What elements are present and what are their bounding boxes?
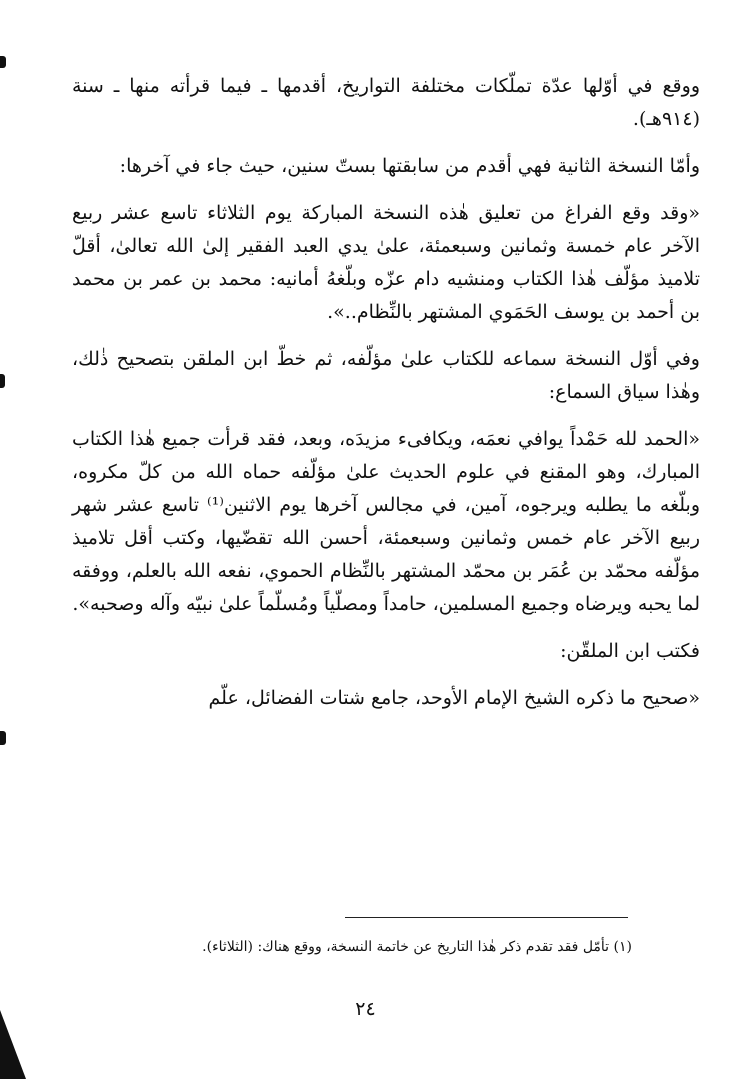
page-number: ٢٤: [355, 998, 376, 1020]
paragraph-ibn-mulaqqin-quote: «صحيح ما ذكره الشيخ الإمام الأوحد، جامع شتات الفضائل، علّم: [208, 687, 700, 709]
paragraph-ownership-notes: ووقع في أوّلها عدّة تملّكات مختلفة التواريخ، أقدمها ـ فيما قرأته منها ـ سنة (٩١٤هـ).: [72, 75, 700, 130]
scan-edge-mark: [0, 731, 6, 745]
scan-corner-shadow: [0, 1010, 26, 1079]
footnote-separator: [345, 917, 628, 918]
paragraph-colophon-quote: «وقد وقع الفراغ من تعليق هٰذه النسخة المباركة يوم الثلاثاء تاسع عشر ربيع الآخر عام خمسة وثمانين وسبعمئة، علىٰ يدي العبد الفقير إلىٰ الله تعالىٰ، أقلّ تلاميذ مؤلّف هٰذا الكتاب ومنشيه دام عزّه وبلّغهُ أمانيه: محمد بن عمر بن محمد بن أحمد بن يوسف الحَمَوي المشتهر بالنِّظام..».: [72, 202, 700, 323]
main-text: [72, 70, 700, 729]
paragraph-audition-intro: وفي أوّل النسخة سماعه للكتاب علىٰ مؤلّفه، ثم خطّ ابن الملقن بتصحيح ذٰلك، وهٰذا سياق السماع:: [72, 348, 700, 403]
paragraph-audition-quote: «الحمد لله حَمْداً يوافي نعمَه، ويكافىء مزيدَه، وبعد، فقد قرأت جميع هٰذا الكتاب المبارك، وهو المقنع في علوم الحديث علىٰ مؤلّفه حماه الله من كلّ مكروه، وبلّغه ما يطلبه ويرجوه، آمين، في مجالس آخرها يوم الاثنين⁽¹⁾ تاسع عشر شهر ربيع الآخر عام خمس وثمانين وسبعمئة، أحسن الله تقضّيها، وكتب أقل تلاميذ مؤلّفه محمّد بن عُمَر بن محمّد المشتهر بالنِّظام الحموي، نفعه الله بالعلم، ووفقه لما يحبه ويرضاه وجميع المسلمين، حامداً ومصلّياً ومُسلّماً علىٰ نبيّه وآله وصحبه».: [72, 428, 700, 615]
footnote: (١) تأمّل فقد تقدم ذكر هٰذا التاريخ عن خاتمة النسخة، ووقع هناك: (الثلاثاء).: [202, 939, 632, 955]
paragraph-ibn-mulaqqin-heading: فكتب ابن الملقّن:: [560, 640, 700, 662]
paragraph-second-copy-intro: وأمّا النسخة الثانية فهي أقدم من سابقتها بستّ سنين، حيث جاء في آخرها:: [119, 155, 700, 177]
scan-edge-mark: [0, 56, 6, 68]
scan-edge-mark: [0, 374, 5, 388]
